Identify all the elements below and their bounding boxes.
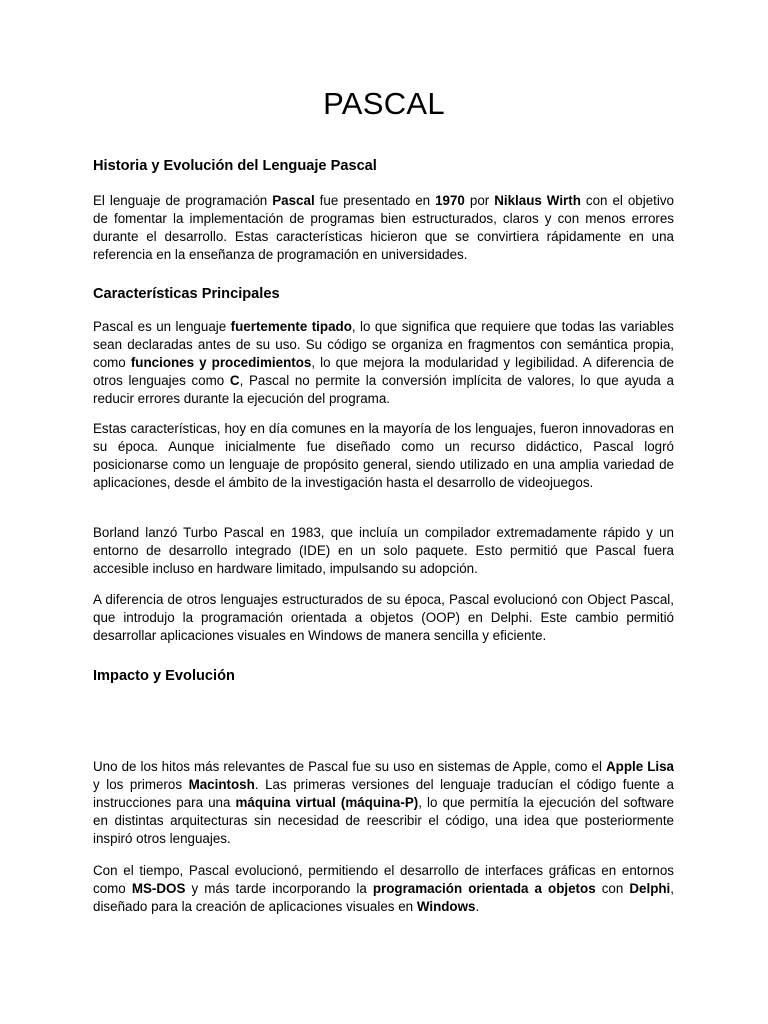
bold-run: C <box>229 372 240 388</box>
text-run: El lenguaje de programación <box>93 193 273 208</box>
section-heading-impacto: Impacto y Evolución <box>93 668 235 684</box>
text-run: con <box>595 880 630 896</box>
bold-run: Windows <box>416 898 476 914</box>
text-run: fue presentado en <box>314 193 436 208</box>
text-run: con el objetivo de fomentar la implementación de programas bien estructurados, claros y con menos errores durante el desarrollo. Estas características hicieron que se convirtiera rápidamente en una referencia en la enseñanza de programación en universidades. <box>93 193 674 262</box>
bold-run: máquina virtual (máquina-P) <box>235 794 419 810</box>
bold-run: funciones y procedimientos <box>130 354 312 370</box>
bold-run: programación orientada a objetos <box>372 880 596 896</box>
bold-run: 1970 <box>435 193 465 208</box>
document-title: PASCAL <box>323 86 445 121</box>
bold-run: MS-DOS <box>131 880 186 896</box>
text-run: , lo que mejora la modularidad y legibilidad. A diferencia de otros lenguajes como <box>93 354 675 388</box>
text-run: , diseñado para la creación de aplicaciones visuales en <box>93 880 675 914</box>
text-run: y los primeros <box>93 776 189 792</box>
bold-run: Macintosh <box>188 776 255 792</box>
text-run: . Las primeras versiones del lenguaje traducían el código fuente a instrucciones para una <box>93 776 674 810</box>
text-run: por <box>464 193 495 208</box>
bold-run: Apple Lisa <box>605 759 674 774</box>
paragraph-historia-1 <box>93 192 674 264</box>
paragraph-caracteristicas-4: A diferencia de otros lenguajes estructurados de su época, Pascal evolucionó con Object Pascal, que introdujo la programación orientada a objetos (OOP) en Delphi. Este cambio permitió desarrollar aplicaciones visuales en Windows de manera sencilla y eficiente. <box>93 592 674 643</box>
text-run: Con el tiempo, Pascal evolucionó, permitiendo el desarrollo de interfaces gráficas en entornos como <box>93 863 674 896</box>
bold-run: Niklaus Wirth <box>494 193 581 208</box>
bold-run: Pascal <box>272 193 315 208</box>
text-run: Uno de los hitos más relevantes de Pascal fue su uso en sistemas de Apple, como el <box>93 759 606 774</box>
section-heading-historia: Historia y Evolución del Lenguaje Pascal <box>93 158 377 174</box>
text-run: . <box>475 898 480 914</box>
text-run: , lo que significa que requiere que todas las variables sean declaradas antes de su uso. Su código se organiza en fragmentos con semántica propia, como <box>93 319 675 370</box>
text-run: Pascal es un lenguaje <box>93 319 231 334</box>
text-run: y más tarde incorporando la <box>185 880 373 896</box>
paragraph-impacto-2 <box>93 862 674 916</box>
bold-run: Delphi <box>629 880 671 896</box>
paragraph-caracteristicas-2: Estas características, hoy en día comunes en la mayoría de los lenguajes, fueron innovadoras en su época. Aunque inicialmente fue diseñado como un recurso didáctico, Pascal logró posicionarse como un lenguaje de propósito general, siendo utilizado en una amplia variedad de aplicaciones, desde el ámbito de la investigación hasta el desarrollo de videojuegos. <box>93 421 674 490</box>
paragraph-caracteristicas-1 <box>93 318 674 408</box>
paragraph-caracteristicas-3: Borland lanzó Turbo Pascal en 1983, que incluía un compilador extremadamente rápido y un entorno de desarrollo integrado (IDE) en un solo paquete. Esto permitió que Pascal fuera accesible incluso en hardware limitado, impulsando su adopción. <box>93 525 674 576</box>
bold-run: fuertemente tipado <box>230 319 352 334</box>
section-heading-caracteristicas: Características Principales <box>93 286 280 302</box>
paragraph-impacto-1 <box>93 758 674 848</box>
text-run: , Pascal no permite la conversión implícita de valores, lo que ayuda a reducir errores durante la ejecución del programa. <box>93 372 674 406</box>
text-run: , lo que permitía la ejecución del software en distintas arquitecturas sin necesidad de reescribir el código, una idea que posteriormente inspiró otros lenguajes. <box>93 794 675 846</box>
